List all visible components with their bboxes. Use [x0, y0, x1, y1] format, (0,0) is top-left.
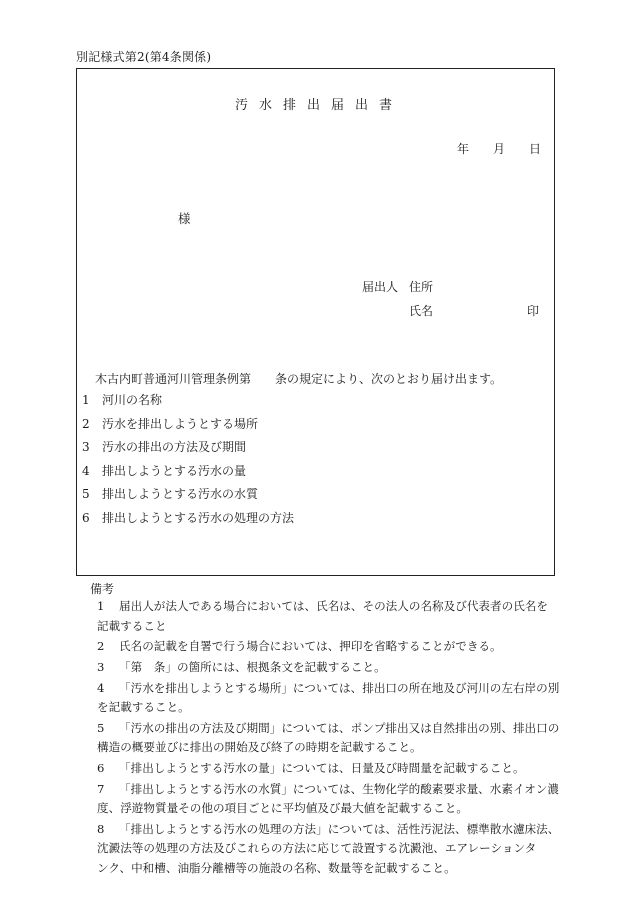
remark-line: 氏名の記載を自署で行う場合においては、押印を省略することができる。: [119, 639, 502, 654]
remark-number: 6: [97, 761, 105, 775]
remark-line: 「排出しようとする汚水の量」については、日量及び時間量を記載すること。: [119, 761, 525, 775]
remark-line: 記載すること: [97, 618, 167, 633]
item-number: 2: [82, 416, 90, 431]
seal-mark: 印: [527, 304, 540, 318]
remark-item: [97, 637, 562, 657]
remark-item: [97, 820, 562, 879]
item-text: 汚水を排出しようとする場所: [102, 416, 259, 431]
remark-number: 5: [97, 720, 105, 735]
remark-line: を記載すること。: [97, 700, 190, 715]
addressee-suffix: 様: [178, 211, 191, 226]
remark-number: 1: [97, 599, 105, 613]
item-number: 5: [82, 487, 90, 501]
address-label: 住所: [409, 280, 434, 294]
list-item: [82, 462, 246, 479]
remark-number: 7: [97, 781, 105, 796]
remark-number: 8: [97, 821, 105, 836]
date-month: 月: [493, 142, 506, 156]
item-number: 3: [82, 440, 90, 454]
remark-line: 「排出しようとする汚水の処理の方法」については、活性汚泥法、標準散水濾床法、: [119, 821, 560, 836]
remark-line: 「汚水の排出の方法及び期間」については、ポンプ排出又は自然排出の別、排出口の: [119, 720, 560, 735]
date-year: 年: [457, 142, 470, 156]
remarks-heading: 備考: [90, 582, 115, 596]
remark-item: [97, 597, 562, 636]
remark-item: [97, 759, 562, 779]
item-number: 4: [82, 463, 90, 478]
remark-number: 3: [97, 659, 105, 674]
list-item: [82, 485, 258, 502]
item-number: 1: [82, 393, 90, 407]
item-text: 汚水の排出の方法及び期間: [102, 440, 247, 454]
remark-line: 度、浮遊物質量その他の項目ごとに平均値及び最大値を記載すること。: [97, 801, 469, 816]
notifier-label: 届出人: [362, 280, 399, 294]
item-text: 排出しようとする汚水の量: [102, 463, 247, 478]
list-item: [82, 415, 258, 432]
remark-line: 「第 条」の箇所には、根拠条文を記載すること。: [119, 659, 386, 674]
remark-line: 「排出しようとする汚水の水質」については、生物化学的酸素要求量、水素イオン濃: [119, 781, 559, 796]
remark-item: [97, 679, 562, 718]
list-item: [82, 509, 294, 526]
remark-number: 2: [97, 639, 105, 654]
remark-line: ンク、中和槽、油脂分離槽等の施設の名称、数量等を記載すること。: [97, 860, 456, 875]
remark-line: 届出人が法人である場合においては、氏名は、その法人の名称及び代表者の氏名を: [119, 599, 548, 613]
item-text: 排出しようとする汚水の処理の方法: [102, 510, 295, 525]
list-item: [82, 391, 162, 408]
remark-line: 構造の概要並びに排出の開始及び終了の時期を記載すること。: [97, 740, 422, 755]
remark-line: 沈澱法等の処理の方法及びこれらの方法に応じて設置する沈澱池、エアレーションタ: [97, 841, 537, 856]
item-text: 河川の名称: [102, 393, 163, 407]
remark-item: [97, 719, 562, 758]
list-item: [82, 438, 246, 455]
remark-item: [97, 780, 562, 819]
form-label: 別記様式第2(第4条関係): [76, 50, 212, 64]
name-label: 氏名: [409, 304, 434, 318]
date-day: 日: [529, 142, 542, 156]
remark-item: [97, 658, 562, 678]
item-text: 排出しようとする汚水の水質: [102, 487, 259, 501]
item-number: 6: [82, 510, 90, 525]
remark-number: 4: [97, 680, 105, 695]
remark-line: 「汚水を排出しようとする場所」については、排出口の所在地及び河川の左右岸の別: [119, 680, 560, 695]
form-title: 汚水排出届出書: [234, 98, 403, 113]
intro-statement: 木古内町普通河川管理条例第 条の規定により、次のとおり届け出ます。: [95, 372, 503, 386]
